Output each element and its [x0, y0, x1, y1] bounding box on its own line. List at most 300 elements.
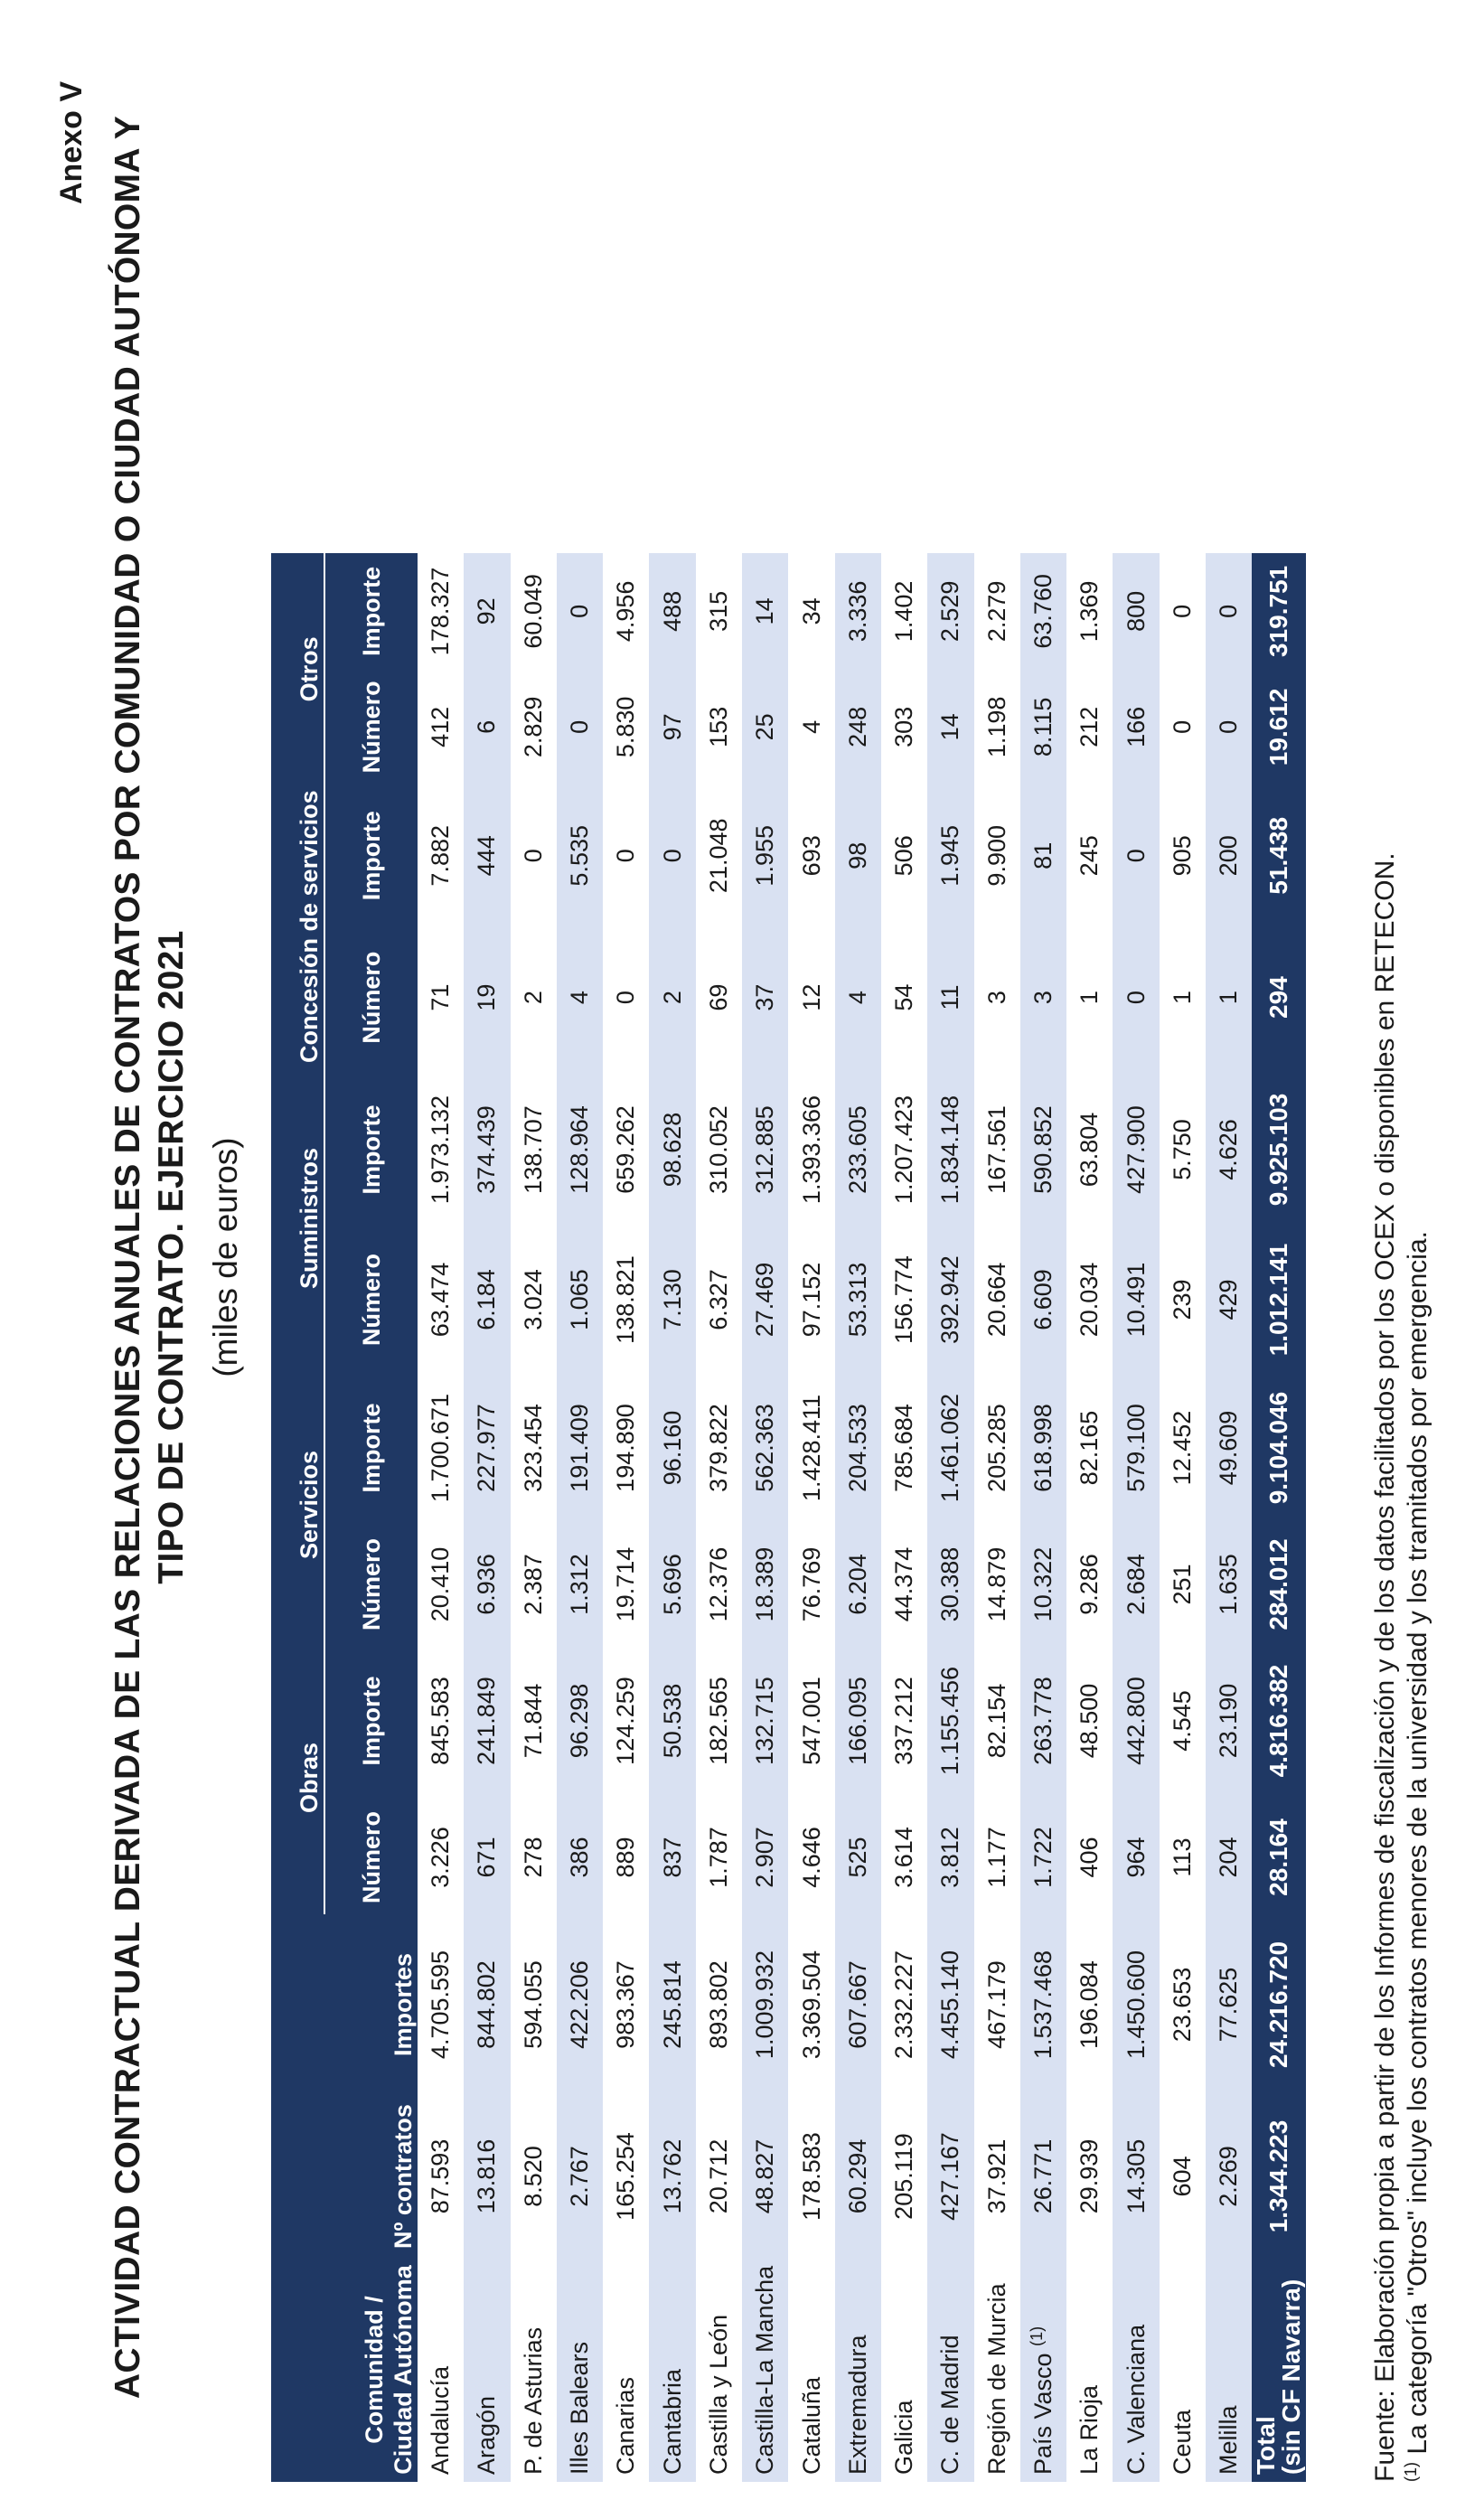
cell-su-n: 156.774: [890, 1255, 918, 1344]
cell-co-i: 905: [1168, 835, 1196, 877]
table-row: [603, 553, 649, 2482]
cell-ob-i: 166.095: [835, 1641, 881, 1800]
table-row: [1113, 553, 1159, 2482]
cell-co-i: 98: [835, 785, 881, 926]
header-importes: Importes: [271, 1914, 418, 2095]
cell-co-n: 1: [1168, 991, 1196, 1005]
row-name: [418, 2258, 464, 2482]
header-concesion-importe: Importe: [324, 785, 418, 926]
cell-su-n: 6.609: [1020, 1231, 1066, 1368]
cell-imp: 23.653: [1168, 1967, 1196, 2043]
table-row: [1020, 553, 1066, 2482]
total-ot-n: 19.612: [1252, 669, 1306, 785]
cell-ot-i: 2.279: [982, 580, 1010, 643]
row-name: [1113, 2258, 1159, 2482]
cell-se-i: 785.684: [890, 1404, 918, 1492]
cell-co-i: 81: [1020, 785, 1066, 926]
cell-co-i: 5.535: [557, 785, 603, 926]
cell-ob-i: 71.844: [519, 1683, 547, 1759]
cell-su-n: 27.469: [742, 1231, 788, 1368]
cell-co-n: 2: [649, 926, 695, 1068]
table-row: [835, 553, 881, 2482]
cell-su-n: 3.024: [519, 1269, 547, 1330]
table-row: [696, 553, 742, 2482]
header-servicios-numero: Número: [324, 1527, 418, 1641]
cell-su-i: 659.262: [612, 1105, 640, 1194]
cell-ob-n: 1.787: [704, 1827, 732, 1888]
cell-ob-n: 3.614: [890, 1827, 918, 1888]
cell-co-i: 0: [1113, 785, 1159, 926]
cell-ob-n: 1.722: [1020, 1800, 1066, 1914]
total-su-i: 9.925.103: [1252, 1068, 1306, 1231]
title-line-2: TIPO DE CONTRATO. EJERCICIO 2021: [152, 930, 191, 1584]
cell-ob-n: 386: [557, 1800, 603, 1914]
table-row: [464, 553, 510, 2482]
cell-ot-i: 60.049: [519, 574, 547, 649]
cell-co-i: 0: [649, 785, 695, 926]
cell-ot-i: 0: [1168, 604, 1196, 618]
row-name: [927, 2258, 973, 2482]
table-body: [418, 553, 1306, 2482]
cell-su-i: 63.804: [1075, 1112, 1104, 1188]
cell-n: 205.119: [890, 2133, 918, 2220]
row-name: [1160, 2258, 1206, 2482]
cell-se-i: 204.533: [835, 1368, 881, 1527]
cell-ot-n: 0: [557, 669, 603, 785]
cell-imp: 893.802: [704, 1960, 732, 2049]
cell-ob-n: 204: [1206, 1800, 1252, 1914]
row-name-text: Región de Murcia: [982, 2283, 1010, 2475]
cell-ot-i: 315: [704, 590, 732, 632]
cell-n: 37.921: [982, 2138, 1010, 2214]
category-note: [1402, 852, 1434, 2482]
cell-su-i: 1.973.132: [427, 1095, 455, 1205]
header-servicios-importe: Importe: [324, 1368, 418, 1527]
cell-n: 87.593: [427, 2138, 455, 2214]
cell-ot-n: 8.115: [1020, 669, 1066, 785]
cell-se-i: 205.285: [982, 1404, 1010, 1492]
cell-se-i: 194.890: [612, 1404, 640, 1492]
cell-co-i: 0: [612, 849, 640, 863]
cell-co-i: 506: [890, 835, 918, 877]
header-obras-numero: Número: [324, 1800, 418, 1914]
cell-imp: 1.537.468: [1020, 1914, 1066, 2095]
cell-imp: 467.179: [982, 1960, 1010, 2049]
cell-se-n: 76.769: [797, 1546, 825, 1622]
header-concesion-numero: Número: [324, 926, 418, 1068]
cell-ot-i: 800: [1113, 553, 1159, 669]
row-name: [742, 2258, 788, 2482]
cell-imp: 844.802: [464, 1914, 510, 2095]
row-name-text: C. de Madrid: [936, 2335, 964, 2475]
row-name-text: C. Valenciana: [1122, 2324, 1150, 2475]
cell-n: 60.294: [835, 2095, 881, 2258]
cell-n: 178.583: [797, 2132, 825, 2221]
cell-su-n: 20.664: [982, 1262, 1010, 1338]
cell-se-i: 562.363: [742, 1368, 788, 1527]
header-concesion: Concesión de servicios: [271, 785, 324, 1068]
cell-co-n: 12: [797, 983, 825, 1011]
row-name: [974, 2258, 1020, 2482]
header-otros-numero: Número: [324, 669, 418, 785]
cell-su-i: 312.885: [742, 1068, 788, 1231]
header-otros: Otros: [271, 553, 324, 785]
cell-ob-i: 547.001: [797, 1677, 825, 1765]
cell-n: 29.939: [1075, 2138, 1104, 2214]
cell-ob-n: 3.226: [427, 1827, 455, 1888]
cell-imp: 196.084: [1075, 1960, 1104, 2049]
cell-co-i: 9.900: [982, 825, 1010, 887]
total-su-n: 1.012.141: [1252, 1231, 1306, 1368]
cell-se-i: 227.977: [464, 1368, 510, 1527]
cell-co-i: 7.882: [427, 825, 455, 887]
cell-ot-i: 0: [557, 553, 603, 669]
cell-ot-n: 5.830: [612, 696, 640, 758]
cell-se-i: 82.165: [1075, 1410, 1104, 1486]
cell-ot-i: 4.956: [612, 580, 640, 643]
row-name: [557, 2258, 603, 2482]
cell-n: 20.712: [704, 2138, 732, 2214]
cell-ob-n: 3.812: [927, 1800, 973, 1914]
cell-ot-n: 212: [1075, 706, 1104, 747]
table-row: [511, 553, 557, 2482]
cell-ob-i: 96.298: [557, 1641, 603, 1800]
cell-co-n: 69: [704, 983, 732, 1011]
cell-imp: 422.206: [557, 1914, 603, 2095]
cell-se-n: 30.388: [927, 1527, 973, 1641]
cell-co-n: 4: [835, 926, 881, 1068]
cell-ot-i: 14: [742, 553, 788, 669]
row-name-text: Melilla: [1215, 2405, 1243, 2475]
cell-ot-i: 63.760: [1020, 553, 1066, 669]
cell-ob-i: 23.190: [1206, 1641, 1252, 1800]
cell-su-n: 6.184: [464, 1231, 510, 1368]
table-row: [649, 553, 695, 2482]
cell-ot-n: 4: [797, 719, 825, 734]
cell-ob-n: 671: [464, 1800, 510, 1914]
cell-ob-i: 48.500: [1075, 1683, 1104, 1759]
cell-imp: 4.455.140: [927, 1914, 973, 2095]
footnote-mark: (1): [1402, 2462, 1420, 2482]
cell-ot-i: 3.336: [835, 553, 881, 669]
row-name-text: P. de Asturias: [519, 2326, 547, 2475]
row-name: [788, 2258, 834, 2482]
cell-ot-i: 178.327: [427, 567, 455, 656]
cell-ot-n: 303: [890, 706, 918, 747]
cell-su-n: 6.327: [704, 1269, 732, 1330]
cell-se-i: 1.428.411: [797, 1394, 825, 1502]
cell-se-n: 2.387: [519, 1554, 547, 1615]
cell-ot-n: 6: [464, 669, 510, 785]
cell-ot-n: 166: [1113, 669, 1159, 785]
cell-su-i: 310.052: [704, 1105, 732, 1194]
contracts-table: [271, 553, 1306, 2482]
header-suministros-importe: Importe: [324, 1068, 418, 1231]
table-row: [1160, 553, 1206, 2482]
total-row: [1252, 553, 1306, 2482]
cell-se-n: 6.204: [835, 1527, 881, 1641]
cell-ot-n: 153: [704, 706, 732, 747]
row-name: [1066, 2258, 1113, 2482]
cell-co-n: 1: [1206, 926, 1252, 1068]
cell-su-n: 97.152: [797, 1262, 825, 1338]
row-name: [1020, 2258, 1066, 2482]
cell-co-i: 245: [1075, 835, 1104, 877]
cell-co-n: 19: [464, 926, 510, 1068]
total-imp: 24.216.720: [1252, 1914, 1306, 2095]
cell-n: 26.771: [1020, 2095, 1066, 2258]
row-name-text: La Rioja: [1075, 2384, 1104, 2475]
cell-su-n: 1.065: [557, 1231, 603, 1368]
cell-su-n: 10.491: [1113, 1231, 1159, 1368]
cell-ot-n: 97: [649, 669, 695, 785]
total-se-n: 284.012: [1252, 1527, 1306, 1641]
cell-ob-i: 82.154: [982, 1683, 1010, 1759]
cell-ob-i: 337.212: [890, 1677, 918, 1765]
total-label-line-2: (sin CF Navarra): [1277, 2279, 1306, 2475]
cell-ot-i: 1.369: [1075, 580, 1104, 643]
cell-ot-n: 412: [427, 706, 455, 747]
cell-se-n: 2.684: [1113, 1527, 1159, 1641]
header-suministros: Suministros: [271, 1068, 324, 1368]
total-co-n: 294: [1252, 926, 1306, 1068]
units-subtitle: (miles de euros): [207, 1137, 244, 1377]
header-group-row: [271, 553, 324, 2482]
table-row: [927, 553, 973, 2482]
cell-ot-i: 488: [649, 553, 695, 669]
cell-su-i: 590.852: [1020, 1068, 1066, 1231]
header-comunidad: Comunidad / Ciudad Autónoma: [271, 2258, 418, 2482]
cell-ot-i: 1.402: [890, 580, 918, 643]
footnotes: [1369, 852, 1434, 2482]
cell-se-n: 6.936: [464, 1527, 510, 1641]
cell-ob-i: 442.800: [1113, 1641, 1159, 1800]
cell-imp: 1.009.932: [742, 1914, 788, 2095]
cell-se-n: 5.696: [649, 1527, 695, 1641]
cell-co-i: 200: [1206, 785, 1252, 926]
cell-ob-i: 124.259: [612, 1677, 640, 1765]
row-name-text: Cantabria: [658, 2368, 686, 2475]
category-note-text: La categoría "Otros" incluye los contratos menores de la universidad y los tramitados por emergencia.: [1403, 1231, 1432, 2462]
header-obras: Obras: [271, 1641, 324, 1914]
cell-imp: 607.667: [835, 1914, 881, 2095]
table-row: [1206, 553, 1252, 2482]
cell-su-i: 5.750: [1168, 1119, 1196, 1180]
cell-ot-i: 92: [464, 553, 510, 669]
cell-ob-i: 263.778: [1020, 1641, 1066, 1800]
cell-n: 8.520: [519, 2146, 547, 2207]
row-name-text: Cataluña: [797, 2376, 825, 2475]
cell-ot-i: 34: [797, 597, 825, 625]
row-name-text: Extremadura: [843, 2335, 871, 2475]
cell-su-n: 63.474: [427, 1262, 455, 1338]
cell-ob-n: 4.646: [797, 1827, 825, 1888]
cell-ob-n: 113: [1168, 1837, 1196, 1877]
cell-imp: 3.369.504: [797, 1950, 825, 2060]
row-name-text: Aragón: [473, 2395, 501, 2475]
cell-co-i: 21.048: [704, 818, 732, 894]
cell-imp: 983.367: [612, 1960, 640, 2049]
total-co-i: 51.438: [1252, 785, 1306, 926]
row-footnote-mark: (1): [1028, 2326, 1046, 2346]
table-row: [974, 553, 1020, 2482]
cell-ob-n: 525: [835, 1800, 881, 1914]
cell-su-i: 427.900: [1113, 1068, 1159, 1231]
cell-co-n: 3: [1020, 926, 1066, 1068]
cell-ob-i: 845.583: [427, 1677, 455, 1765]
cell-se-i: 49.609: [1206, 1368, 1252, 1527]
cell-n: 604: [1168, 2156, 1196, 2197]
table-row: [742, 553, 788, 2482]
cell-su-i: 233.605: [835, 1068, 881, 1231]
header-servicios: Servicios: [271, 1368, 324, 1641]
cell-ob-n: 837: [649, 1800, 695, 1914]
cell-imp: 1.450.600: [1113, 1914, 1159, 2095]
cell-n: 14.305: [1113, 2095, 1159, 2258]
total-se-i: 9.104.046: [1252, 1368, 1306, 1527]
cell-co-n: 37: [742, 926, 788, 1068]
cell-su-i: 138.707: [519, 1105, 547, 1194]
row-name: [835, 2258, 881, 2482]
cell-ob-n: 964: [1113, 1800, 1159, 1914]
cell-se-n: 44.374: [890, 1546, 918, 1622]
total-n: 1.344.223: [1252, 2095, 1306, 2258]
cell-ot-n: 1.198: [982, 696, 1010, 758]
cell-ot-i: 2.529: [927, 553, 973, 669]
cell-se-i: 618.998: [1020, 1368, 1066, 1527]
header-n-contratos: Nº contratos: [271, 2095, 418, 2258]
cell-su-i: 1.834.148: [927, 1068, 973, 1231]
cell-co-n: 0: [612, 991, 640, 1005]
row-name-text: Andalucía: [427, 2365, 455, 2475]
cell-co-n: 71: [427, 983, 455, 1011]
cell-ob-n: 2.907: [742, 1800, 788, 1914]
total-label-line-1: Total: [1252, 2416, 1281, 2475]
cell-se-n: 18.389: [742, 1527, 788, 1641]
cell-imp: 77.625: [1206, 1914, 1252, 2095]
cell-su-n: 138.821: [612, 1255, 640, 1344]
total-ot-i: 319.751: [1252, 553, 1306, 669]
cell-imp: 2.332.227: [890, 1950, 918, 2060]
cell-co-i: 0: [519, 849, 547, 863]
cell-se-n: 9.286: [1075, 1554, 1104, 1615]
table-row: [418, 553, 464, 2482]
cell-ob-n: 278: [519, 1837, 547, 1878]
cell-ot-n: 25: [742, 669, 788, 785]
cell-se-n: 12.376: [704, 1546, 732, 1622]
cell-n: 165.254: [612, 2132, 640, 2221]
cell-co-i: 1.945: [927, 785, 973, 926]
cell-ob-i: 4.545: [1168, 1690, 1196, 1752]
cell-n: 2.269: [1206, 2095, 1252, 2258]
cell-su-n: 20.034: [1075, 1262, 1104, 1338]
cell-n: 2.767: [557, 2095, 603, 2258]
cell-ot-i: 0: [1206, 553, 1252, 669]
row-name: [696, 2258, 742, 2482]
cell-se-i: 1.461.062: [927, 1368, 973, 1527]
page-title: [107, 114, 193, 2401]
row-name: [881, 2258, 927, 2482]
header-otros-importe: Importe: [324, 553, 418, 669]
table-row: [881, 553, 927, 2482]
cell-su-i: 167.561: [982, 1105, 1010, 1194]
cell-co-n: 1: [1075, 991, 1104, 1005]
cell-ob-i: 241.849: [464, 1641, 510, 1800]
cell-co-n: 3: [982, 991, 1010, 1005]
row-name-text: País Vasco: [1029, 2353, 1057, 2475]
row-name: [1206, 2258, 1252, 2482]
table-row: [1066, 553, 1113, 2482]
cell-imp: 245.814: [649, 1914, 695, 2095]
cell-ot-n: 0: [1168, 719, 1196, 734]
source-note: Fuente: Elaboración propia a partir de los Informes de fiscalización y de los datos facilitados por los OCEX o disponibles en RETECON.: [1370, 852, 1400, 2482]
row-name-text: Castilla y León: [704, 2314, 732, 2475]
cell-n: 48.827: [742, 2095, 788, 2258]
cell-su-n: 429: [1206, 1231, 1252, 1368]
cell-co-n: 4: [557, 926, 603, 1068]
row-name-text: Ceuta: [1168, 2409, 1196, 2475]
row-name: [511, 2258, 557, 2482]
cell-ob-n: 1.177: [982, 1827, 1010, 1888]
cell-co-i: 444: [464, 785, 510, 926]
total-ob-n: 28.164: [1252, 1800, 1306, 1914]
cell-co-n: 0: [1113, 926, 1159, 1068]
header-suministros-numero: Número: [324, 1231, 418, 1368]
cell-ob-i: 182.565: [704, 1677, 732, 1765]
cell-se-n: 1.635: [1206, 1527, 1252, 1641]
cell-ot-n: 248: [835, 669, 881, 785]
table-row: [788, 553, 834, 2482]
cell-su-n: 53.313: [835, 1231, 881, 1368]
cell-se-i: 12.452: [1168, 1410, 1196, 1486]
cell-su-i: 1.207.423: [890, 1095, 918, 1205]
cell-su-n: 7.130: [649, 1231, 695, 1368]
cell-se-i: 96.160: [649, 1368, 695, 1527]
cell-ot-n: 2.829: [519, 696, 547, 758]
row-name: [649, 2258, 695, 2482]
cell-ob-i: 132.715: [742, 1641, 788, 1800]
cell-n: 13.762: [649, 2095, 695, 2258]
row-name-text: Galicia: [890, 2400, 918, 2475]
row-name-text: Illes Balears: [566, 2341, 594, 2475]
cell-se-n: 10.322: [1020, 1527, 1066, 1641]
cell-imp: 594.055: [519, 1960, 547, 2049]
cell-n: 13.816: [464, 2095, 510, 2258]
cell-co-i: 1.955: [742, 785, 788, 926]
row-name: [464, 2258, 510, 2482]
row-name-text: Castilla-La Mancha: [751, 2265, 779, 2475]
cell-se-i: 191.409: [557, 1368, 603, 1527]
cell-su-i: 128.964: [557, 1068, 603, 1231]
row-name: [603, 2258, 649, 2482]
cell-se-n: 14.879: [982, 1546, 1010, 1622]
cell-su-n: 392.942: [927, 1231, 973, 1368]
cell-se-n: 1.312: [557, 1527, 603, 1641]
cell-ob-i: 1.155.456: [927, 1641, 973, 1800]
cell-su-i: 98.628: [649, 1068, 695, 1231]
table-row: [557, 553, 603, 2482]
cell-co-n: 11: [927, 926, 973, 1068]
cell-se-i: 1.700.671: [427, 1393, 455, 1503]
cell-se-n: 19.714: [612, 1546, 640, 1622]
cell-ob-n: 889: [612, 1837, 640, 1878]
cell-se-i: 579.100: [1113, 1368, 1159, 1527]
cell-ot-n: 14: [927, 669, 973, 785]
cell-ob-i: 50.538: [649, 1641, 695, 1800]
cell-imp: 4.705.595: [427, 1950, 455, 2060]
cell-ot-n: 0: [1206, 669, 1252, 785]
total-label: [1252, 2258, 1306, 2482]
